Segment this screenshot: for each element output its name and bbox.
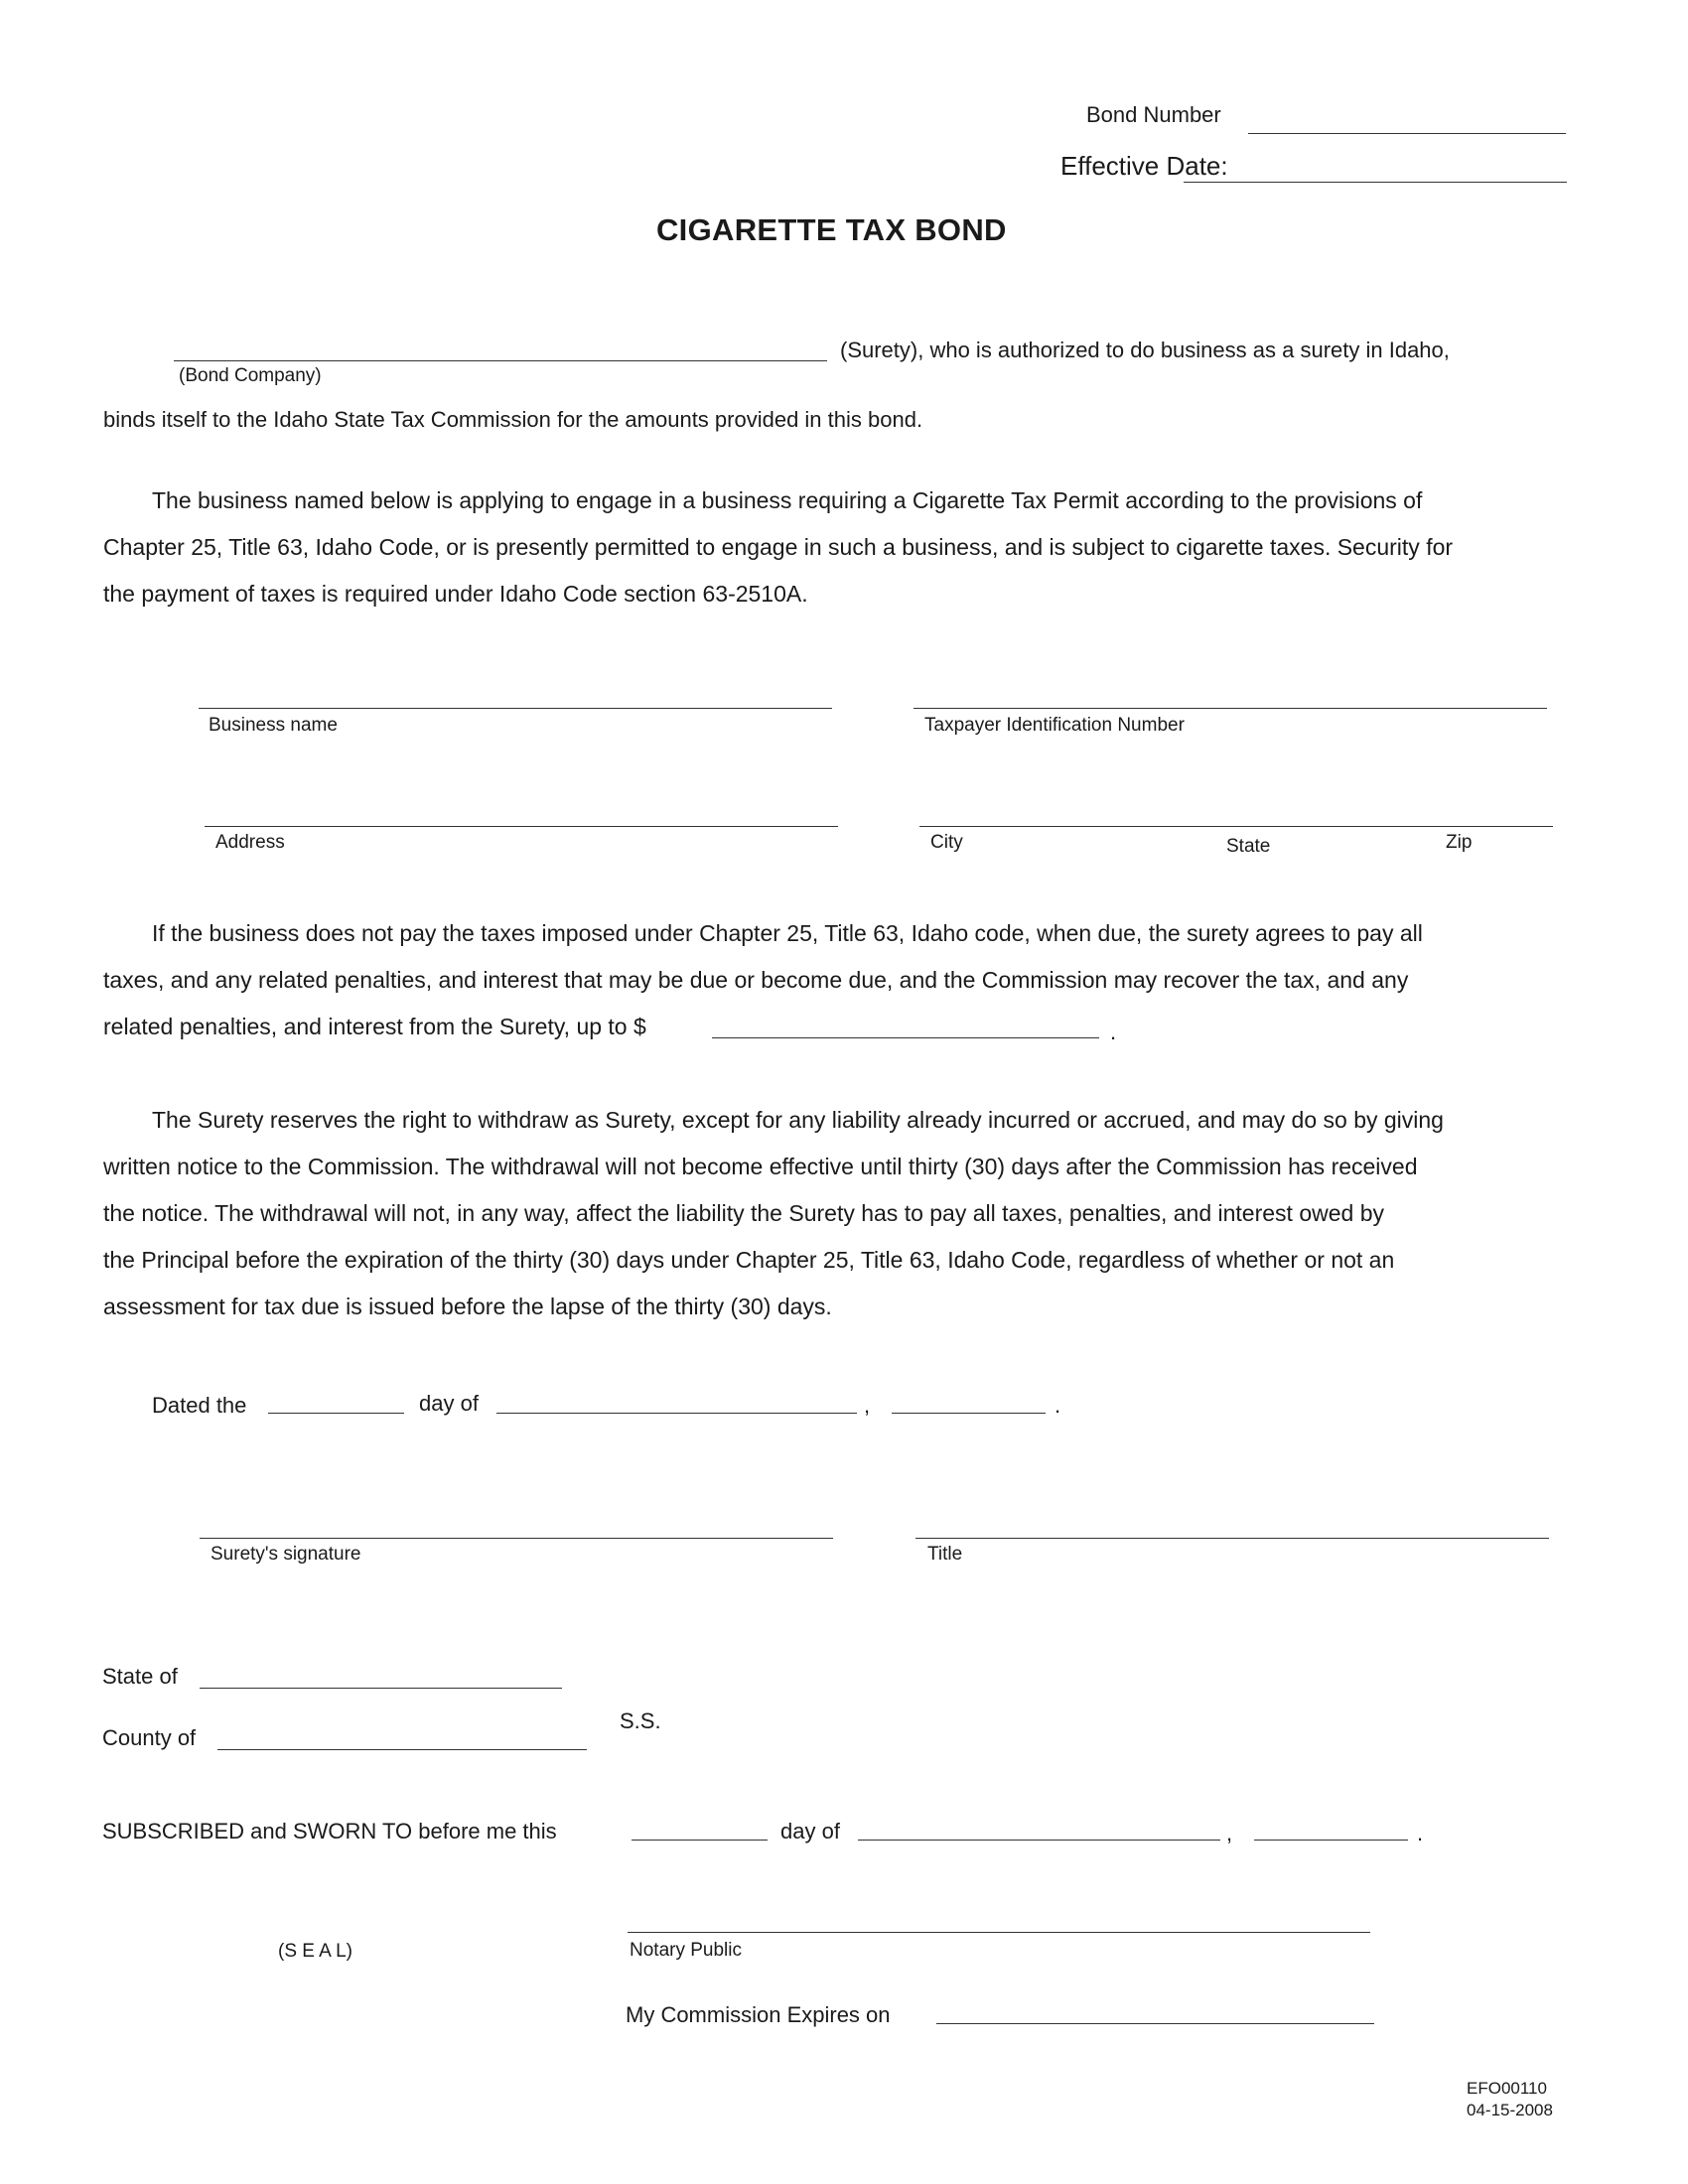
bond-number-label: Bond Number [1086,102,1221,127]
withdraw-line: assessment for tax due is issued before the lapse of the thirty (30) days. [103,1294,832,1319]
withdraw-line: the Principal before the expiration of the thirty (30) days under Chapter 25, Title 63, Idaho Code, regardless of whether or not an [103,1247,1395,1273]
sworn-year-field[interactable] [1254,1840,1408,1841]
state-of-field[interactable] [200,1688,562,1689]
notary-public-label: Notary Public [630,1940,742,1961]
notary-public-field[interactable] [628,1932,1370,1933]
commission-expires-field[interactable] [936,2023,1374,2024]
withdraw-line: written notice to the Commission. The withdrawal will not become effective until thirty (30) days after the Commission has received [103,1154,1418,1179]
tin-field[interactable] [914,708,1547,709]
address-field[interactable] [205,826,838,827]
sworn-day-of-label: day of [780,1819,840,1843]
commission-expires-label: My Commission Expires on [626,2002,891,2027]
intro-line: Chapter 25, Title 63, Idaho Code, or is presently permitted to engage in such a business, and is subject to cigarette taxes. Security for [103,534,1454,560]
dated-day-of-label: day of [419,1391,479,1416]
title-label: Title [927,1544,963,1565]
title-field[interactable] [915,1538,1549,1539]
sworn-comma: , [1226,1821,1233,1845]
business-name-field[interactable] [199,708,832,709]
surety-signature-label: Surety's signature [211,1544,361,1565]
tin-label: Taxpayer Identification Number [924,715,1185,736]
surety-signature-field[interactable] [200,1538,833,1539]
page-title: CIGARETTE TAX BOND [656,212,1007,247]
surety-sentence: (Surety), who is authorized to do business as a surety in Idaho, [840,338,1450,362]
intro-paragraph [103,478,1453,617]
sworn-day-field[interactable] [632,1840,768,1841]
intro-line: The business named below is applying to engage in a business requiring a Cigarette Tax Permit according to the provisions of [152,487,1423,513]
seal-label: (S E A L) [278,1941,352,1962]
business-name-label: Business name [209,715,338,736]
ss-label: S.S. [620,1708,661,1733]
sworn-month-field[interactable] [858,1840,1220,1841]
intro-line: the payment of taxes is required under Idaho Code section 63-2510A. [103,581,808,607]
withdraw-line: the notice. The withdrawal will not, in any way, affect the liability the Surety has to pay all taxes, penalties, and interest owed by [103,1200,1384,1226]
sworn-period: . [1417,1821,1424,1845]
bond-company-label: (Bond Company) [179,365,322,386]
dated-year-field[interactable] [892,1413,1046,1414]
form-number: EFO00110 [1467,2079,1547,2098]
city-label: City [930,832,963,853]
liability-line: related penalties, and interest from the Surety, up to $ [103,1014,646,1039]
amount-period: . [1110,1020,1117,1044]
dated-the-label: Dated the [152,1393,247,1418]
withdraw-paragraph [103,1097,1444,1330]
county-of-label: County of [102,1725,197,1750]
dated-month-field[interactable] [496,1413,857,1414]
dated-comma: , [864,1393,871,1418]
county-of-field[interactable] [217,1749,587,1750]
bond-company-field[interactable] [174,360,827,361]
liability-line: taxes, and any related penalties, and interest that may be due or become due, and the Commission may recover the tax, and any [103,967,1409,993]
state-of-label: State of [102,1664,178,1689]
amount-field[interactable] [712,1037,1099,1038]
effective-date-field[interactable] [1184,182,1567,183]
bond-number-field[interactable] [1248,133,1566,134]
liability-paragraph [103,910,1423,1050]
dated-period: . [1055,1393,1061,1418]
subscribed-label: SUBSCRIBED and SWORN TO before me this [102,1819,557,1843]
surety-sentence-end: binds itself to the Idaho State Tax Commission for the amounts provided in this bond. [103,407,923,432]
dated-day-field[interactable] [268,1413,404,1414]
form-date: 04-15-2008 [1467,2101,1553,2119]
city-state-zip-field[interactable] [919,826,1553,827]
liability-line: If the business does not pay the taxes imposed under Chapter 25, Title 63, Idaho code, when due, the surety agrees to pay all [152,920,1423,946]
state-label: State [1226,836,1271,857]
effective-date-label: Effective Date: [1060,151,1228,181]
withdraw-line: The Surety reserves the right to withdraw as Surety, except for any liability already incurred or accrued, and may do so by giving [152,1107,1444,1133]
address-label: Address [215,832,285,853]
zip-label: Zip [1446,832,1473,853]
